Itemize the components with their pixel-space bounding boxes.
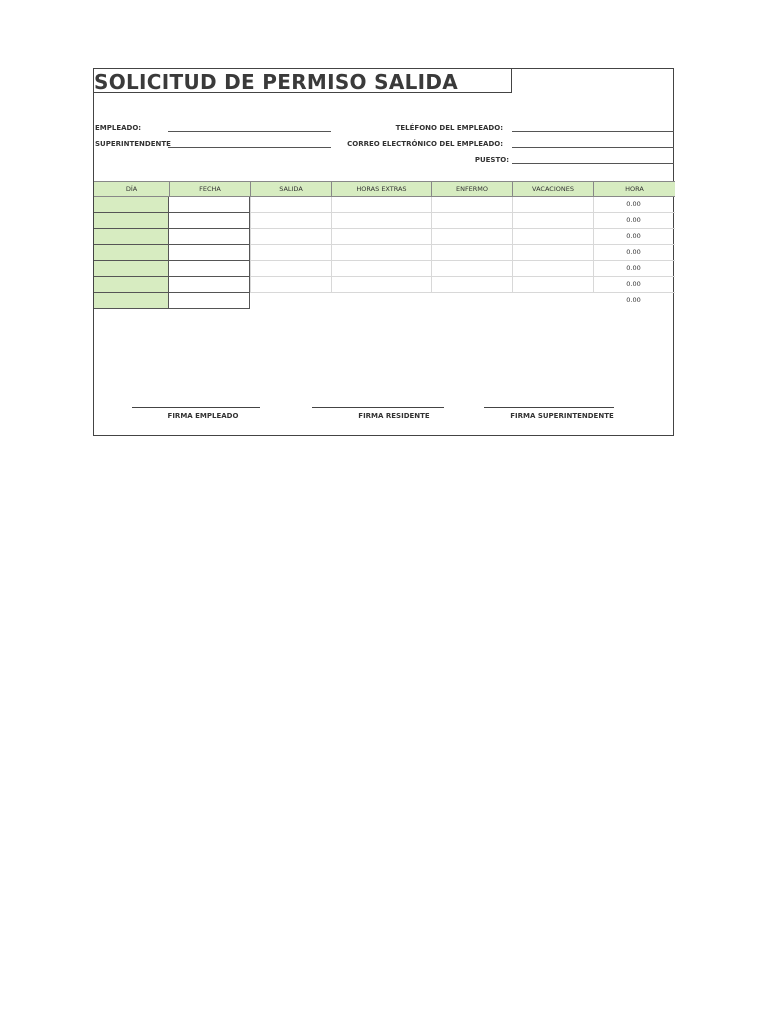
- horas-extras-cell[interactable]: [331, 277, 431, 293]
- enfermo-cell[interactable]: [431, 229, 512, 245]
- header-enfermo: ENFERMO: [431, 181, 512, 197]
- dia-cell[interactable]: [94, 213, 169, 229]
- puesto-input[interactable]: [512, 163, 674, 164]
- fecha-cell[interactable]: [169, 245, 250, 261]
- firma-empleado-line[interactable]: [132, 407, 260, 408]
- fecha-cell[interactable]: [169, 277, 250, 293]
- puesto-label: PUESTO:: [474, 156, 509, 164]
- correo-label: CORREO ELECTRÓNICO DEL EMPLEADO:: [347, 140, 503, 148]
- horas-extras-cell[interactable]: [331, 245, 431, 261]
- superintendente-input[interactable]: [168, 147, 331, 148]
- enfermo-cell[interactable]: [431, 245, 512, 261]
- dia-cell[interactable]: [94, 229, 169, 245]
- hora-value: 0.00: [626, 264, 641, 272]
- vacaciones-cell[interactable]: [512, 197, 593, 213]
- fecha-cell[interactable]: [169, 229, 250, 245]
- form-title: SOLICITUD DE PERMISO SALIDA: [94, 70, 459, 94]
- header-fecha: FECHA: [169, 181, 250, 197]
- header-horas-extras: HORAS EXTRAS: [331, 181, 431, 197]
- header-hora: HORA: [593, 181, 675, 197]
- horas-extras-cell[interactable]: [331, 229, 431, 245]
- fecha-cell[interactable]: [169, 197, 250, 213]
- salida-cell[interactable]: [250, 229, 331, 245]
- header-salida: SALIDA: [250, 181, 331, 197]
- dia-cell[interactable]: [94, 245, 169, 261]
- salida-cell[interactable]: [250, 245, 331, 261]
- hora-value: 0.00: [626, 200, 641, 208]
- fecha-cell[interactable]: [169, 213, 250, 229]
- header-dia: DÍA: [94, 181, 169, 197]
- firma-residente-line[interactable]: [312, 407, 444, 408]
- hora-value: 0.00: [626, 248, 641, 256]
- fecha-cell[interactable]: [169, 293, 250, 309]
- empleado-label: EMPLEADO:: [95, 124, 142, 132]
- dia-cell[interactable]: [94, 293, 169, 309]
- header-vacaciones: VACACIONES: [512, 181, 593, 197]
- firma-residente-label: FIRMA RESIDENTE: [358, 412, 430, 420]
- vacaciones-cell[interactable]: [512, 261, 593, 277]
- telefono-input[interactable]: [512, 131, 674, 132]
- horas-extras-cell[interactable]: [331, 197, 431, 213]
- correo-input[interactable]: [512, 147, 674, 148]
- dia-cell[interactable]: [94, 197, 169, 213]
- enfermo-cell[interactable]: [431, 277, 512, 293]
- enfermo-cell[interactable]: [431, 197, 512, 213]
- vacaciones-cell[interactable]: [512, 277, 593, 293]
- dia-cell[interactable]: [94, 277, 169, 293]
- superintendente-label: SUPERINTENDENTE: [95, 140, 171, 148]
- title-box: [94, 69, 512, 93]
- fecha-cell[interactable]: [169, 261, 250, 277]
- horas-extras-cell[interactable]: [331, 261, 431, 277]
- leave-request-form: [93, 68, 674, 436]
- empleado-input[interactable]: [168, 131, 331, 132]
- hora-value: 0.00: [626, 216, 641, 224]
- vacaciones-cell[interactable]: [512, 213, 593, 229]
- vacaciones-cell[interactable]: [512, 245, 593, 261]
- vacaciones-cell[interactable]: [512, 229, 593, 245]
- salida-cell[interactable]: [250, 277, 331, 293]
- dia-cell[interactable]: [94, 261, 169, 277]
- hora-value: 0.00: [626, 296, 641, 304]
- salida-cell[interactable]: [250, 213, 331, 229]
- firma-superintendente-line[interactable]: [484, 407, 614, 408]
- hora-value: 0.00: [626, 232, 641, 240]
- firma-empleado-label: FIRMA EMPLEADO: [167, 412, 239, 420]
- enfermo-cell[interactable]: [431, 213, 512, 229]
- enfermo-cell[interactable]: [431, 261, 512, 277]
- salida-cell[interactable]: [250, 197, 331, 213]
- telefono-label: TELÉFONO DEL EMPLEADO:: [395, 124, 503, 132]
- hora-value: 0.00: [626, 280, 641, 288]
- salida-cell[interactable]: [250, 261, 331, 277]
- horas-extras-cell[interactable]: [331, 213, 431, 229]
- firma-superintendente-label: FIRMA SUPERINTENDENTE: [510, 412, 614, 420]
